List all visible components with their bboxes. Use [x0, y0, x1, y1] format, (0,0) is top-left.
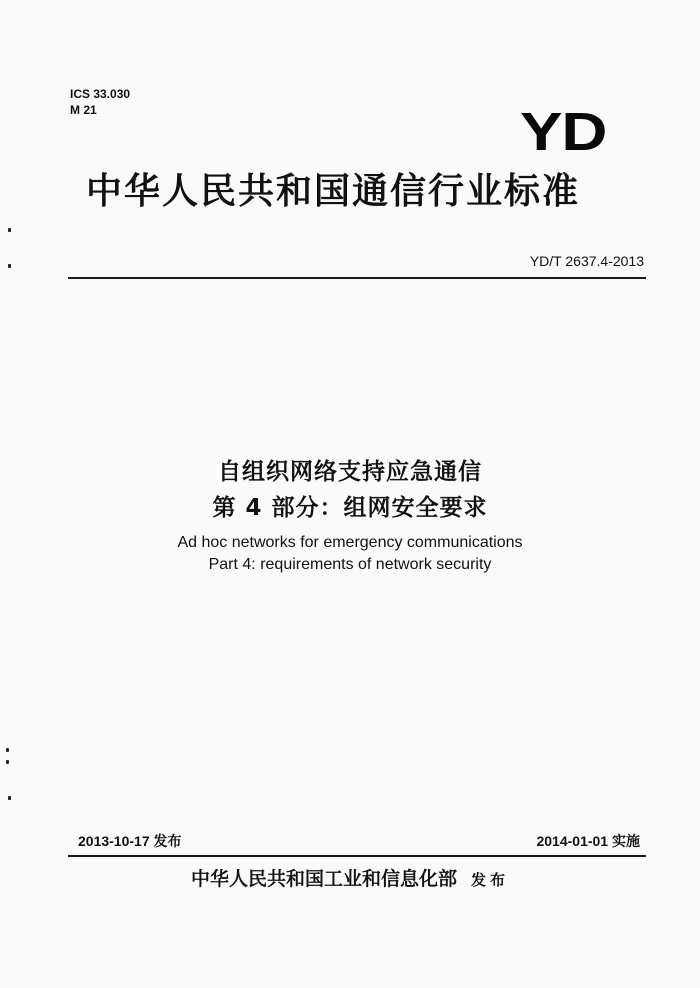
classification-codes [70, 86, 130, 118]
implement-date: 2014-01-01 实施 [536, 833, 640, 849]
scan-speck [8, 264, 11, 268]
title-cn-line1: 自组织网络支持应急通信 [218, 459, 482, 485]
document-title [0, 454, 700, 576]
standard-number: YD/T 2637.4-2013 [529, 253, 644, 269]
publish-date: 2013-10-17 发布 [78, 833, 182, 849]
title-cn-line2: 第 4 部分：组网安全要求 [212, 495, 488, 521]
scan-speck [8, 796, 11, 800]
footer-divider [68, 855, 646, 857]
ccs-code: M 21 [70, 103, 97, 117]
scan-speck [6, 748, 9, 752]
scan-speck [8, 228, 11, 232]
issuer-name: 中华人民共和国工业和信息化部 [190, 868, 457, 890]
standard-title: 中华人民共和国通信行业标准 [86, 171, 581, 212]
ics-code: ICS 33.030 [70, 87, 131, 101]
header-divider [68, 277, 646, 279]
scan-speck [6, 760, 9, 764]
issuer-action: 发布 [471, 871, 510, 889]
issuer [0, 866, 700, 893]
title-en-line2: Part 4: requirements of network security [208, 556, 492, 573]
title-en-line1: Ad hoc networks for emergency communications [177, 534, 523, 551]
yd-logo: YD [520, 102, 607, 162]
